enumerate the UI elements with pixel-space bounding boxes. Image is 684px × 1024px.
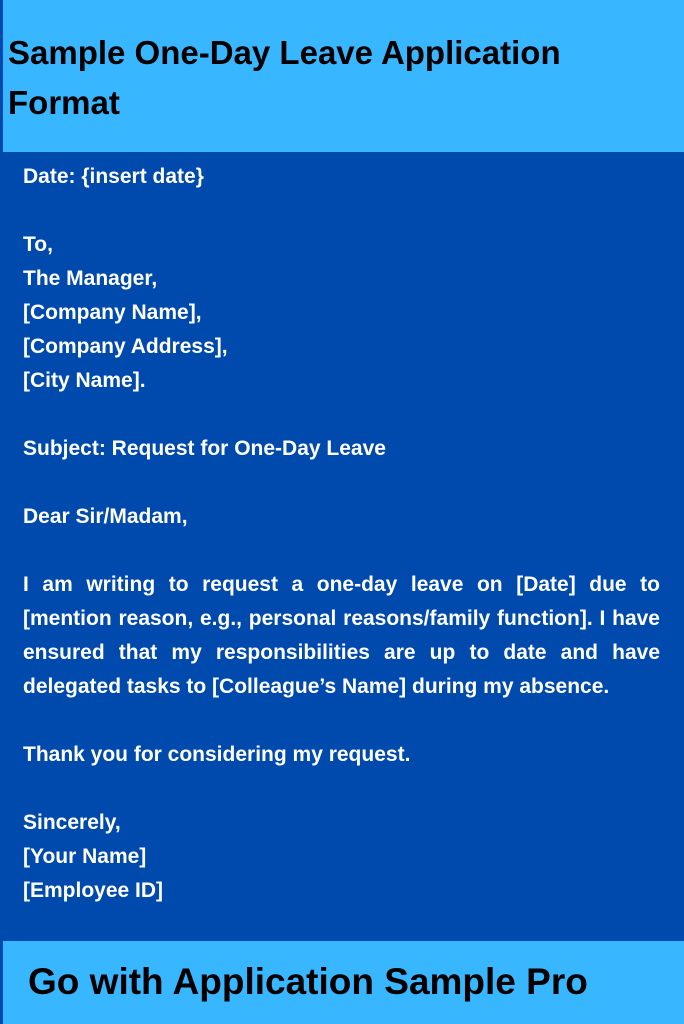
company-name-line: [Company Name], [23, 301, 202, 324]
thanks-line: Thank you for considering my request. [23, 743, 411, 766]
recipient-line: The Manager, [23, 267, 158, 290]
date-line: Date: {insert date} [23, 165, 204, 188]
body-paragraph: I am writing to request a one-day leave on [Date] due to [mention reason, e.g., personal reasons/family function]. I have ensured that my responsibilities are up to date and have delegated tasks to [Colleague’s Name] during my absence. [23, 573, 660, 698]
closing-line: Sincerely, [23, 811, 121, 834]
header-band [0, 0, 684, 152]
city-name-line: [City Name]. [23, 369, 146, 392]
spacer [23, 534, 660, 568]
footer-band [0, 941, 684, 1024]
spacer [23, 194, 660, 228]
your-name-line: [Your Name] [23, 845, 147, 868]
to-line: To, [23, 233, 53, 256]
employee-id-line: [Employee ID] [23, 879, 164, 902]
footer-tagline: Go with Application Sample Pro [28, 961, 588, 1002]
salutation-line: Dear Sir/Madam, [23, 505, 188, 528]
spacer [23, 398, 660, 432]
spacer [23, 772, 660, 806]
spacer [23, 466, 660, 500]
page-title: Sample One-Day Leave Application Format [8, 34, 561, 121]
company-address-line: [Company Address], [23, 335, 228, 358]
spacer [23, 704, 660, 738]
subject-line: Subject: Request for One-Day Leave [23, 437, 386, 460]
letter-body [23, 160, 660, 908]
